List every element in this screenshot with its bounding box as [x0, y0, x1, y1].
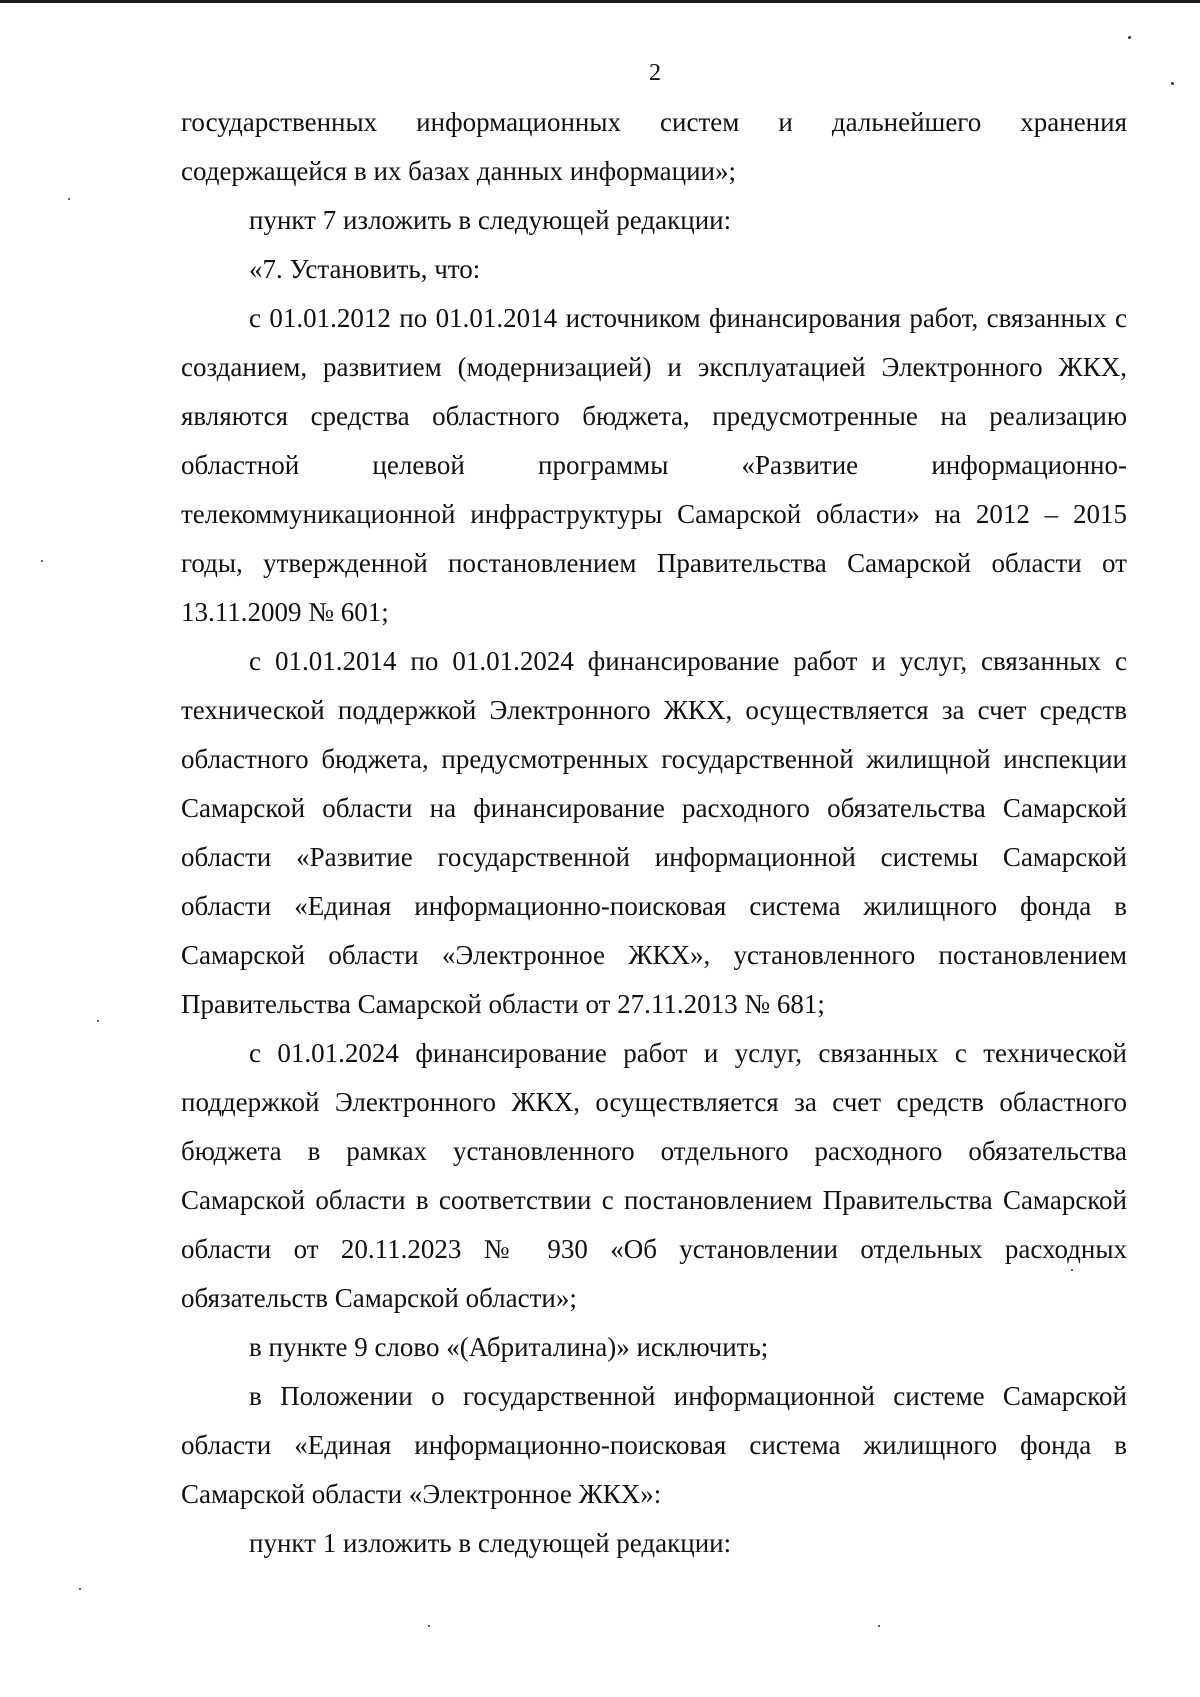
paragraph-regulation-intro: в Положении о государственной информационной системе Самарской области «Единая информационно-поисковая система жилищного фонда в Самарской области «Электронное ЖКХ»:: [181, 1381, 1127, 1509]
paragraph-item-1-intro: пункт 1 изложить в следующей редакции:: [249, 1528, 732, 1558]
scan-speck: [41, 560, 43, 562]
paragraph-item-7-intro: пункт 7 изложить в следующей редакции:: [249, 205, 732, 235]
paragraph-item-7-heading: «7. Установить, что:: [249, 254, 481, 284]
scan-speck: [1128, 36, 1131, 39]
paragraph-funding-from-2024: с 01.01.2024 финансирование работ и услуг, связанных с технической поддержкой Электронного ЖКХ, осуществляется за счет средств областного бюджета в рамках установленного отдельного расходного обязательства Самарской области в соответствии с постановлением Правительства Самарской области от 20.11.2023 № 930 «Об установлении отдельных расходных обязательств Самарской области»;: [181, 1038, 1127, 1313]
scan-speck: [1071, 1269, 1073, 1271]
scan-speck: [68, 198, 70, 200]
document-body: [181, 98, 1127, 1568]
scan-speck: [878, 1625, 880, 1627]
paragraph-funding-2014-2024: с 01.01.2014 по 01.01.2024 финансирование работ и услуг, связанных с технической поддержкой Электронного ЖКХ, осуществляется за счет средств областного бюджета, предусмотренных государственной жилищной инспекции Самарской области на финансирование расходного обязательства Самарской области «Развитие государственной информационной системы Самарской области «Единая информационно-поисковая система жилищного фонда в Самарской области «Электронное ЖКХ», установленного постановлением Правительства Самарской области от 27.11.2013 № 681;: [181, 646, 1127, 1019]
scan-speck: [428, 1625, 430, 1627]
scan-speck: [79, 1588, 81, 1590]
scan-speck: [97, 1020, 99, 1022]
paragraph-item-9-change: в пункте 9 слово «(Абриталина)» исключить;: [249, 1332, 769, 1362]
paragraph-continuation: государственных информационных систем и дальнейшего хранения содержащейся в их базах данных информации»;: [181, 107, 1127, 186]
page-top-edge: [0, 0, 1200, 3]
paragraph-funding-2012-2014: с 01.01.2012 по 01.01.2014 источником финансирования работ, связанных с созданием, развитием (модернизацией) и эксплуатацией Электронного ЖКХ, являются средства областного бюджета, предусмотренные на реализацию областной целевой программы «Развитие информационно-телекоммуникационной инфраструктуры Самарской области» на 2012 – 2015 годы, утвержденной постановлением Правительства Самарской области от 13.11.2009 № 601;: [181, 303, 1127, 627]
scan-speck: [1171, 82, 1174, 85]
page-number: 2: [649, 60, 661, 86]
